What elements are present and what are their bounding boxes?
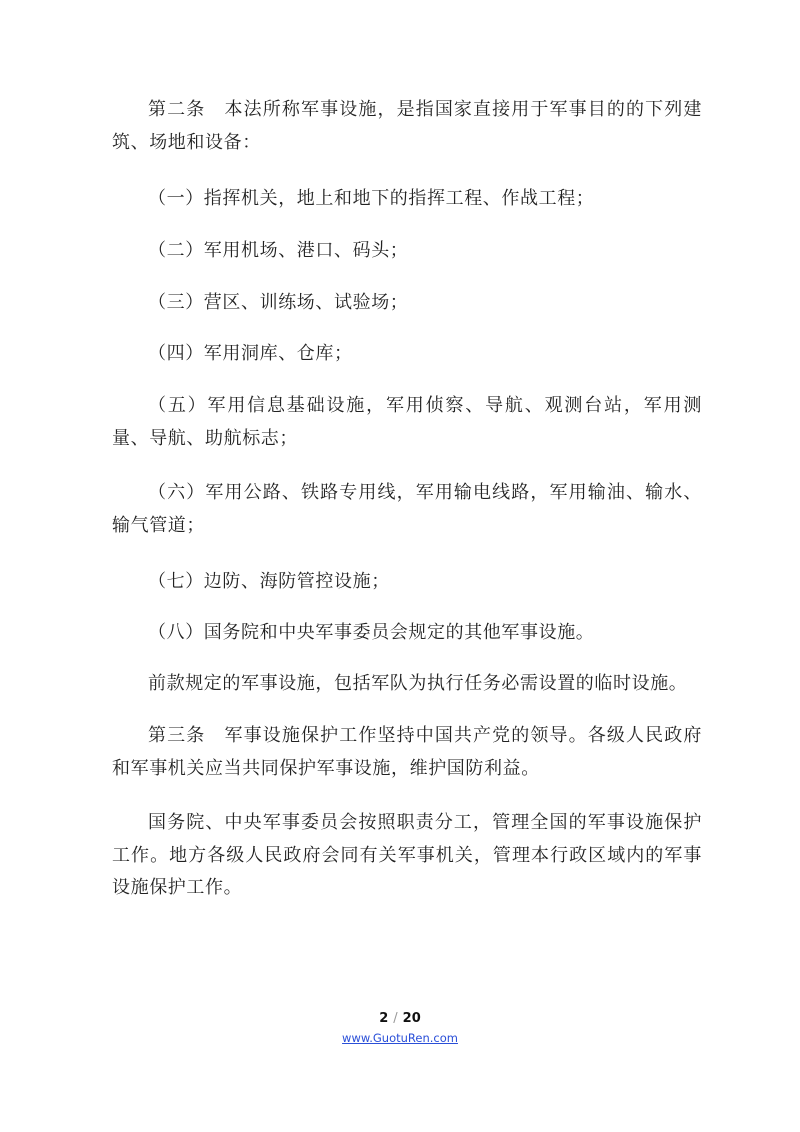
temporary-facilities-paragraph: 前款规定的军事设施，包括军队为执行任务必需设置的临时设施。 (148, 673, 688, 694)
total-pages: 20 (402, 1011, 421, 1026)
list-item-1: （一）指挥机关，地上和地下的指挥工程、作战工程； (148, 188, 595, 209)
article-3-paragraph: 第三条 军事设施保护工作坚持中国共产党的领导。各级人民政府和军事机关应当共同保护军事设施，维护国防利益。 (112, 725, 702, 779)
article-2-paragraph: 第二条 本法所称军事设施，是指国家直接用于军事目的的下列建筑、场地和设备： (112, 99, 702, 153)
list-item-3: （三）营区、训练场、试验场； (148, 292, 409, 313)
list-item-7: （七）边防、海防管控设施； (148, 571, 390, 592)
page-number (0, 1011, 800, 1026)
current-page: 2 (379, 1011, 389, 1026)
list-item-4: （四）军用洞库、仓库； (148, 343, 353, 364)
management-paragraph: 国务院、中央军事委员会按照职责分工，管理全国的军事设施保护工作。地方各级人民政府会同有关军事机关，管理本行政区域内的军事设施保护工作。 (112, 812, 702, 898)
list-item-6: （六）军用公路、铁路专用线，军用输电线路，军用输油、输水、输气管道； (112, 482, 702, 536)
website-link[interactable]: www.GuotuRen.com (342, 1031, 458, 1045)
list-item-5: （五）军用信息基础设施，军用侦察、导航、观测台站，军用测量、导航、助航标志； (112, 395, 702, 449)
list-item-8: （八）国务院和中央军事委员会规定的其他军事设施。 (148, 622, 595, 643)
page-separator: / (393, 1011, 398, 1026)
list-item-2: （二）军用机场、港口、码头； (148, 240, 409, 261)
